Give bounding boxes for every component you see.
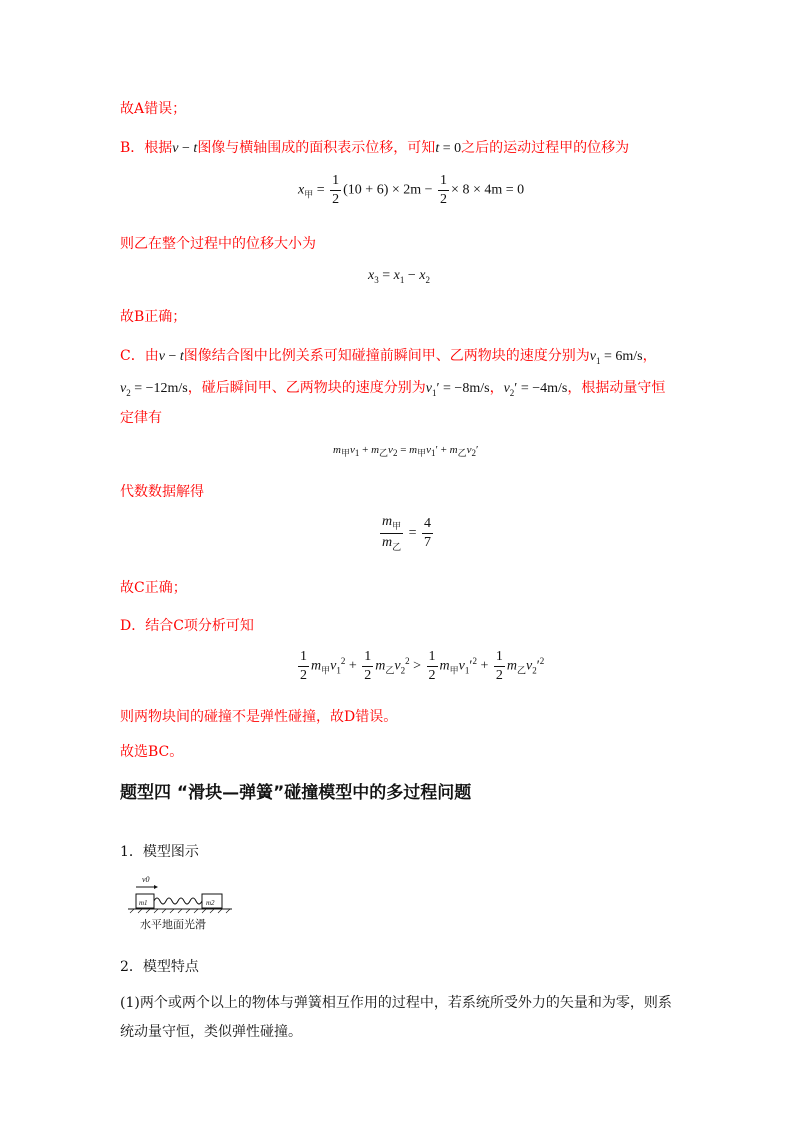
- arrow-head: [154, 885, 158, 889]
- text-line-b-correct: 故B正确；: [120, 309, 187, 325]
- equation-momentum: $m_甲v_1 + m_乙v_2 = m_甲v_1' + m_乙v_2'$: [333, 444, 479, 459]
- m2-label: m2: [206, 899, 215, 907]
- v1-prime-value: $v_1' = -8m/s$: [425, 381, 490, 398]
- c-end: ，根据动量守恒: [567, 380, 666, 396]
- text-line-c-correct: 故C正确；: [120, 580, 187, 596]
- equation-displacement-jia: $x_甲$ = $\frac{1}{2}$ (10 + 6) × 2m − $\frac{1}{2}$ × 8 × 4m = 0: [298, 173, 525, 207]
- paragraph-line-2: 统动量守恒，类似弹性碰撞。: [120, 1024, 302, 1040]
- text-line-solve: 代数数据解得: [120, 484, 204, 500]
- text-line-b: [120, 137, 629, 157]
- model-figure: [126, 872, 236, 934]
- v0-label: v0: [142, 875, 150, 884]
- ground-hatching: [130, 909, 230, 913]
- b-mid: 图像与横轴围成的面积表示位移，可知: [197, 140, 436, 156]
- v2-value: $v_2 = -12m/s$: [120, 381, 188, 398]
- b-prefix: B．根据: [120, 140, 173, 156]
- c-mid: 图像结合图中比例关系可知碰撞前瞬间甲、乙两物块的速度分别为: [183, 348, 590, 364]
- v-t-symbol: v − t: [172, 141, 198, 156]
- text-line-c: C．由v − t图像结合图中比例关系可知碰撞前瞬间甲、乙两物块的速度分别为$v_1 = 6m/s$，: [120, 348, 657, 366]
- text-line-d: D．结合C项分析可知: [120, 618, 254, 634]
- equation-x3: $x_3 = x_1 - x_2$: [368, 268, 430, 285]
- text-line-a-wrong: 故A错误；: [120, 101, 187, 117]
- subsection-model-features: 2．模型特点: [120, 959, 199, 975]
- v-t-symbol-2: v − t: [158, 349, 184, 364]
- c-prefix: C．由: [120, 348, 159, 364]
- b-end: 之后的运动过程甲的位移为: [461, 140, 630, 156]
- subsection-model-diagram: 1．模型图示: [120, 844, 199, 860]
- t-zero-symbol: t = 0: [435, 141, 462, 156]
- text-line-c-continued: $v_2 = -12m/s$，碰后瞬间甲、乙两物块的速度分别为$v_1' = -8m/s$，$v_2' = -4m/s$，根据动量守恒: [120, 380, 666, 398]
- slider-spring-diagram: [126, 872, 236, 934]
- paragraph-line-1: (1)两个或两个以上的物体与弹簧相互作用的过程中，若系统所受外力的矢量和为零，则系: [120, 995, 672, 1011]
- spring: [154, 898, 202, 904]
- text-line-answer: 故选BC。: [120, 744, 184, 760]
- text-line-not-elastic: 则两物块间的碰撞不是弹性碰撞，故D错误。: [120, 709, 398, 725]
- v1-value: $v_1 = 6m/s$: [589, 349, 643, 366]
- section-heading: 题型四 “滑块—弹簧”碰撞模型中的多过程问题: [120, 783, 472, 803]
- c-mid-2: ，碰后瞬间甲、乙两物块的速度分别为: [187, 380, 426, 396]
- figure-caption: 水平地面光滑: [140, 918, 206, 931]
- m1-label: m1: [139, 899, 148, 907]
- v2-prime-value: $v_2' = -4m/s$: [503, 381, 568, 398]
- equation-kinetic-energy: $\frac{1}{2}$ $m_甲v_1^2$ + $\frac{1}{2}$ $m_乙v_2^2$ > $\frac{1}{2}$ $m_甲v_1'^2$ + $\frac{1}{2}$ $m_乙v_2'^2$: [300, 649, 545, 683]
- text-line-law: 定律有: [120, 410, 162, 426]
- equation-mass-ratio: $\frac{m_甲}{m_乙}$ = $\frac{4}{7}$: [382, 514, 432, 552]
- text-line-yi-displacement: 则乙在整个过程中的位移大小为: [120, 236, 316, 252]
